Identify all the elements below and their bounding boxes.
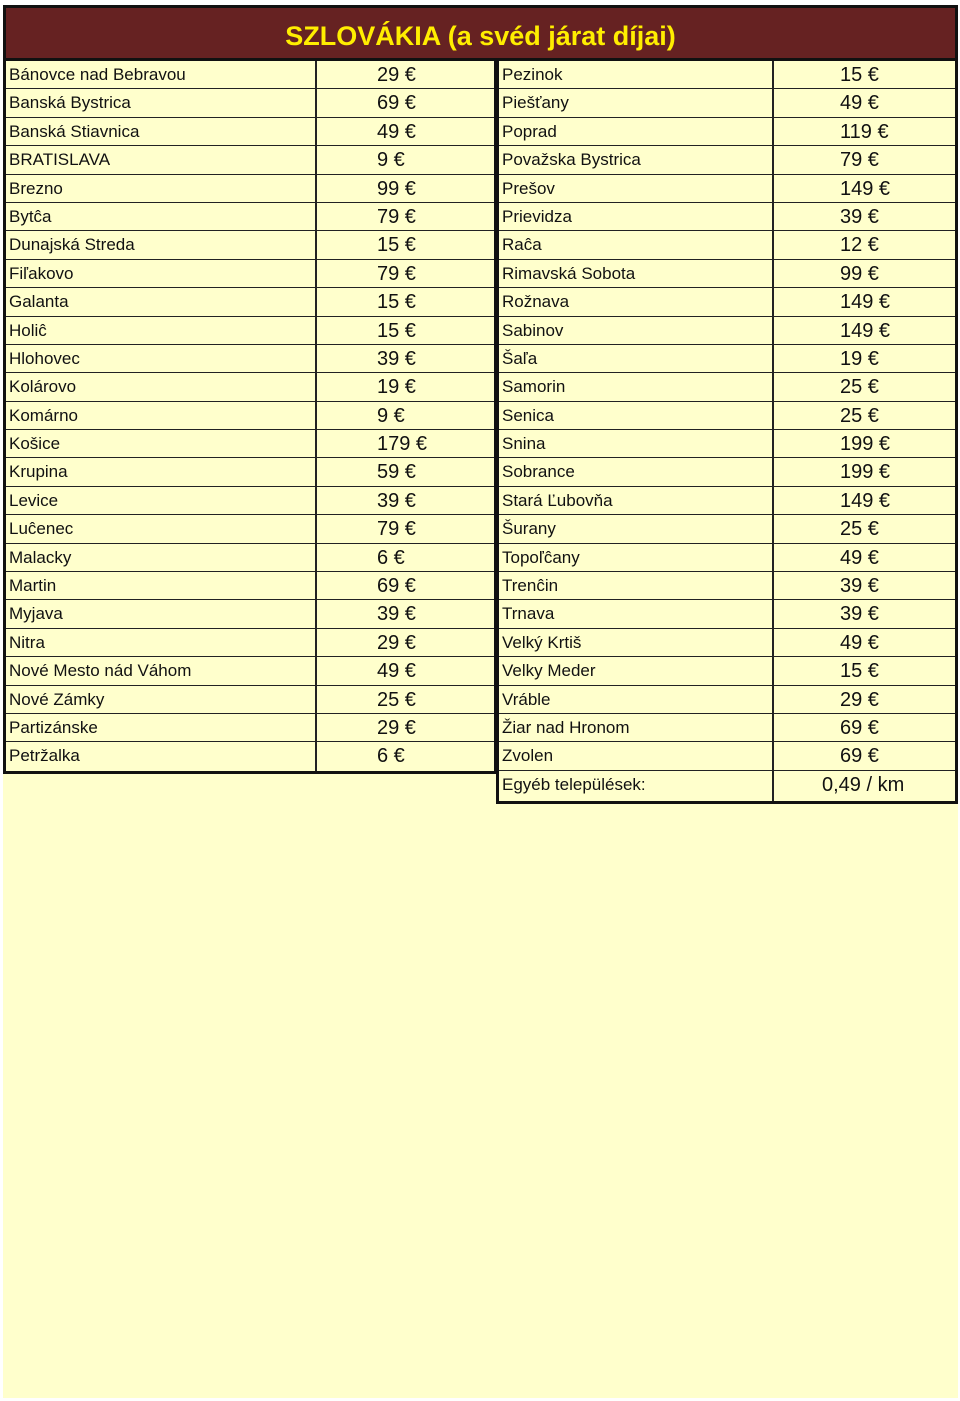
price-value: 12 € xyxy=(840,234,879,257)
town-name: Trnava xyxy=(499,600,774,627)
price-value: 99 € xyxy=(377,177,416,200)
price-value: 6 € xyxy=(377,546,405,569)
town-name: Stará Ľubovňa xyxy=(499,487,774,514)
price-value: 29 € xyxy=(377,716,416,739)
price-value: 149 € xyxy=(840,291,891,314)
table-row xyxy=(499,61,955,89)
price-table-left xyxy=(3,61,497,774)
price-value: 25 € xyxy=(840,404,879,427)
table-row xyxy=(6,118,494,146)
price-value: 0,49 / km xyxy=(822,773,905,796)
table-row xyxy=(6,629,494,657)
price-value: 149 € xyxy=(840,177,891,200)
table-row xyxy=(499,714,955,742)
town-name: Žiar nad Hronom xyxy=(499,714,774,741)
table-row xyxy=(499,458,955,486)
table-row xyxy=(499,373,955,401)
town-name: Levice xyxy=(6,487,317,514)
town-name: Banská Bystrica xyxy=(6,89,317,116)
price-value: 79 € xyxy=(377,262,416,285)
table-row xyxy=(6,572,494,600)
price-value: 49 € xyxy=(377,660,416,683)
town-name: Poprad xyxy=(499,118,774,145)
town-name: Myjava xyxy=(6,600,317,627)
town-name: Fiľakovo xyxy=(6,260,317,287)
price-value: 39 € xyxy=(377,489,416,512)
town-name: Hlohovec xyxy=(6,345,317,372)
price-value: 119 € xyxy=(840,120,889,143)
price-value: 39 € xyxy=(840,205,879,228)
table-row xyxy=(6,487,494,515)
table-row xyxy=(499,260,955,288)
town-name: Petržalka xyxy=(6,742,317,770)
table-row xyxy=(6,686,494,714)
town-name: Krupina xyxy=(6,458,317,485)
town-name: Komárno xyxy=(6,402,317,429)
town-name: Velky Meder xyxy=(499,657,774,684)
price-value: 29 € xyxy=(377,631,416,654)
table-row xyxy=(6,288,494,316)
town-name: Egyéb települések: xyxy=(499,771,774,801)
town-name: Kolárovo xyxy=(6,373,317,400)
table-row xyxy=(499,515,955,543)
table-row xyxy=(499,544,955,572)
town-name: Sobrance xyxy=(499,458,774,485)
table-row xyxy=(499,572,955,600)
table-row xyxy=(499,742,955,770)
price-value: 199 € xyxy=(840,461,891,484)
table-row xyxy=(499,231,955,259)
price-value: 69 € xyxy=(840,716,879,739)
price-value: 15 € xyxy=(377,291,416,314)
table-row xyxy=(6,742,494,770)
price-value: 15 € xyxy=(377,319,416,342)
town-name: Malacky xyxy=(6,544,317,571)
table-row xyxy=(6,373,494,401)
town-name: Zvolen xyxy=(499,742,774,769)
town-name: Pezinok xyxy=(499,61,774,88)
price-value: 29 € xyxy=(377,64,416,86)
town-name: Topoľĉany xyxy=(499,544,774,571)
town-name: Považska Bystrica xyxy=(499,146,774,173)
table-row xyxy=(499,657,955,685)
table-row xyxy=(499,118,955,146)
town-name: Dunajská Streda xyxy=(6,231,317,258)
price-value: 69 € xyxy=(377,92,416,115)
price-value: 15 € xyxy=(377,234,416,257)
table-row xyxy=(6,600,494,628)
table-row xyxy=(6,430,494,458)
town-name: Velký Krtiš xyxy=(499,629,774,656)
town-name: Košice xyxy=(6,430,317,457)
price-value: 29 € xyxy=(840,688,879,711)
town-name: Vráble xyxy=(499,686,774,713)
town-name: Trenĉin xyxy=(499,572,774,599)
price-value: 39 € xyxy=(377,603,416,626)
table-row xyxy=(6,402,494,430)
table-row xyxy=(499,430,955,458)
price-value: 39 € xyxy=(840,603,879,626)
town-name: Šurany xyxy=(499,515,774,542)
table-row xyxy=(6,458,494,486)
table-row xyxy=(6,89,494,117)
town-name: Snina xyxy=(499,430,774,457)
table-row xyxy=(499,629,955,657)
title-bar xyxy=(3,5,958,61)
price-value: 149 € xyxy=(840,319,891,342)
price-value: 9 € xyxy=(377,404,405,427)
price-value: 199 € xyxy=(840,433,891,456)
table-row xyxy=(6,203,494,231)
table-row xyxy=(6,714,494,742)
price-value: 69 € xyxy=(377,575,416,598)
table-row xyxy=(6,175,494,203)
town-name: Holiĉ xyxy=(6,317,317,344)
table-row xyxy=(6,317,494,345)
town-name: Rožnava xyxy=(499,288,774,315)
town-name: Bytĉa xyxy=(6,203,317,230)
table-row xyxy=(499,487,955,515)
table-row xyxy=(499,203,955,231)
price-value: 19 € xyxy=(840,347,879,370)
town-name: Raĉa xyxy=(499,231,774,258)
table-row xyxy=(499,771,955,801)
price-value: 19 € xyxy=(377,376,416,399)
table-row xyxy=(6,260,494,288)
town-name: Sabinov xyxy=(499,317,774,344)
town-name: Šaľa xyxy=(499,345,774,372)
price-value: 9 € xyxy=(377,149,405,172)
table-row xyxy=(6,657,494,685)
page-title: SZLOVÁKIA (a svéd járat díjai) xyxy=(285,21,676,51)
table-row xyxy=(499,345,955,373)
town-name: Galanta xyxy=(6,288,317,315)
price-value: 25 € xyxy=(840,376,879,399)
table-row xyxy=(6,146,494,174)
price-value: 149 € xyxy=(840,489,891,512)
town-name: Partizánske xyxy=(6,714,317,741)
table-row xyxy=(499,600,955,628)
price-value: 25 € xyxy=(840,518,879,541)
table-row xyxy=(499,175,955,203)
town-name: Prievidza xyxy=(499,203,774,230)
town-name: Nové Zámky xyxy=(6,686,317,713)
table-row xyxy=(499,288,955,316)
price-table-right xyxy=(496,61,958,804)
table-row xyxy=(6,61,494,89)
price-value: 49 € xyxy=(377,120,416,143)
table-row xyxy=(6,544,494,572)
price-value: 25 € xyxy=(377,688,416,711)
price-value: 39 € xyxy=(840,575,879,598)
table-row xyxy=(6,515,494,543)
town-name: Nové Mesto nád Váhom xyxy=(6,657,317,684)
town-name: Prešov xyxy=(499,175,774,202)
table-row xyxy=(499,686,955,714)
town-name: Samorin xyxy=(499,373,774,400)
price-value: 59 € xyxy=(377,461,416,484)
town-name: Rimavská Sobota xyxy=(499,260,774,287)
price-value: 49 € xyxy=(840,631,879,654)
town-name: BRATISLAVA xyxy=(6,146,317,173)
price-value: 99 € xyxy=(840,262,879,285)
table-row xyxy=(6,345,494,373)
price-value: 15 € xyxy=(840,660,879,683)
price-value: 69 € xyxy=(840,745,879,768)
price-value: 179 € xyxy=(377,433,428,456)
town-name: Luĉenec xyxy=(6,515,317,542)
price-value: 79 € xyxy=(377,518,416,541)
table-row xyxy=(499,146,955,174)
table-row xyxy=(499,402,955,430)
town-name: Senica xyxy=(499,402,774,429)
town-name: Banská Stiavnica xyxy=(6,118,317,145)
price-value: 49 € xyxy=(840,92,879,115)
town-name: Martin xyxy=(6,572,317,599)
table-row xyxy=(499,317,955,345)
price-value: 6 € xyxy=(377,745,405,768)
town-name: Brezno xyxy=(6,175,317,202)
table-row xyxy=(6,231,494,259)
town-name: Nitra xyxy=(6,629,317,656)
price-value: 39 € xyxy=(377,347,416,370)
town-name: Piešťany xyxy=(499,89,774,116)
price-value: 79 € xyxy=(377,205,416,228)
table-row xyxy=(499,89,955,117)
price-value: 15 € xyxy=(840,64,879,86)
price-value: 79 € xyxy=(840,149,879,172)
price-value: 49 € xyxy=(840,546,879,569)
town-name: Bánovce nad Bebravou xyxy=(6,61,317,88)
